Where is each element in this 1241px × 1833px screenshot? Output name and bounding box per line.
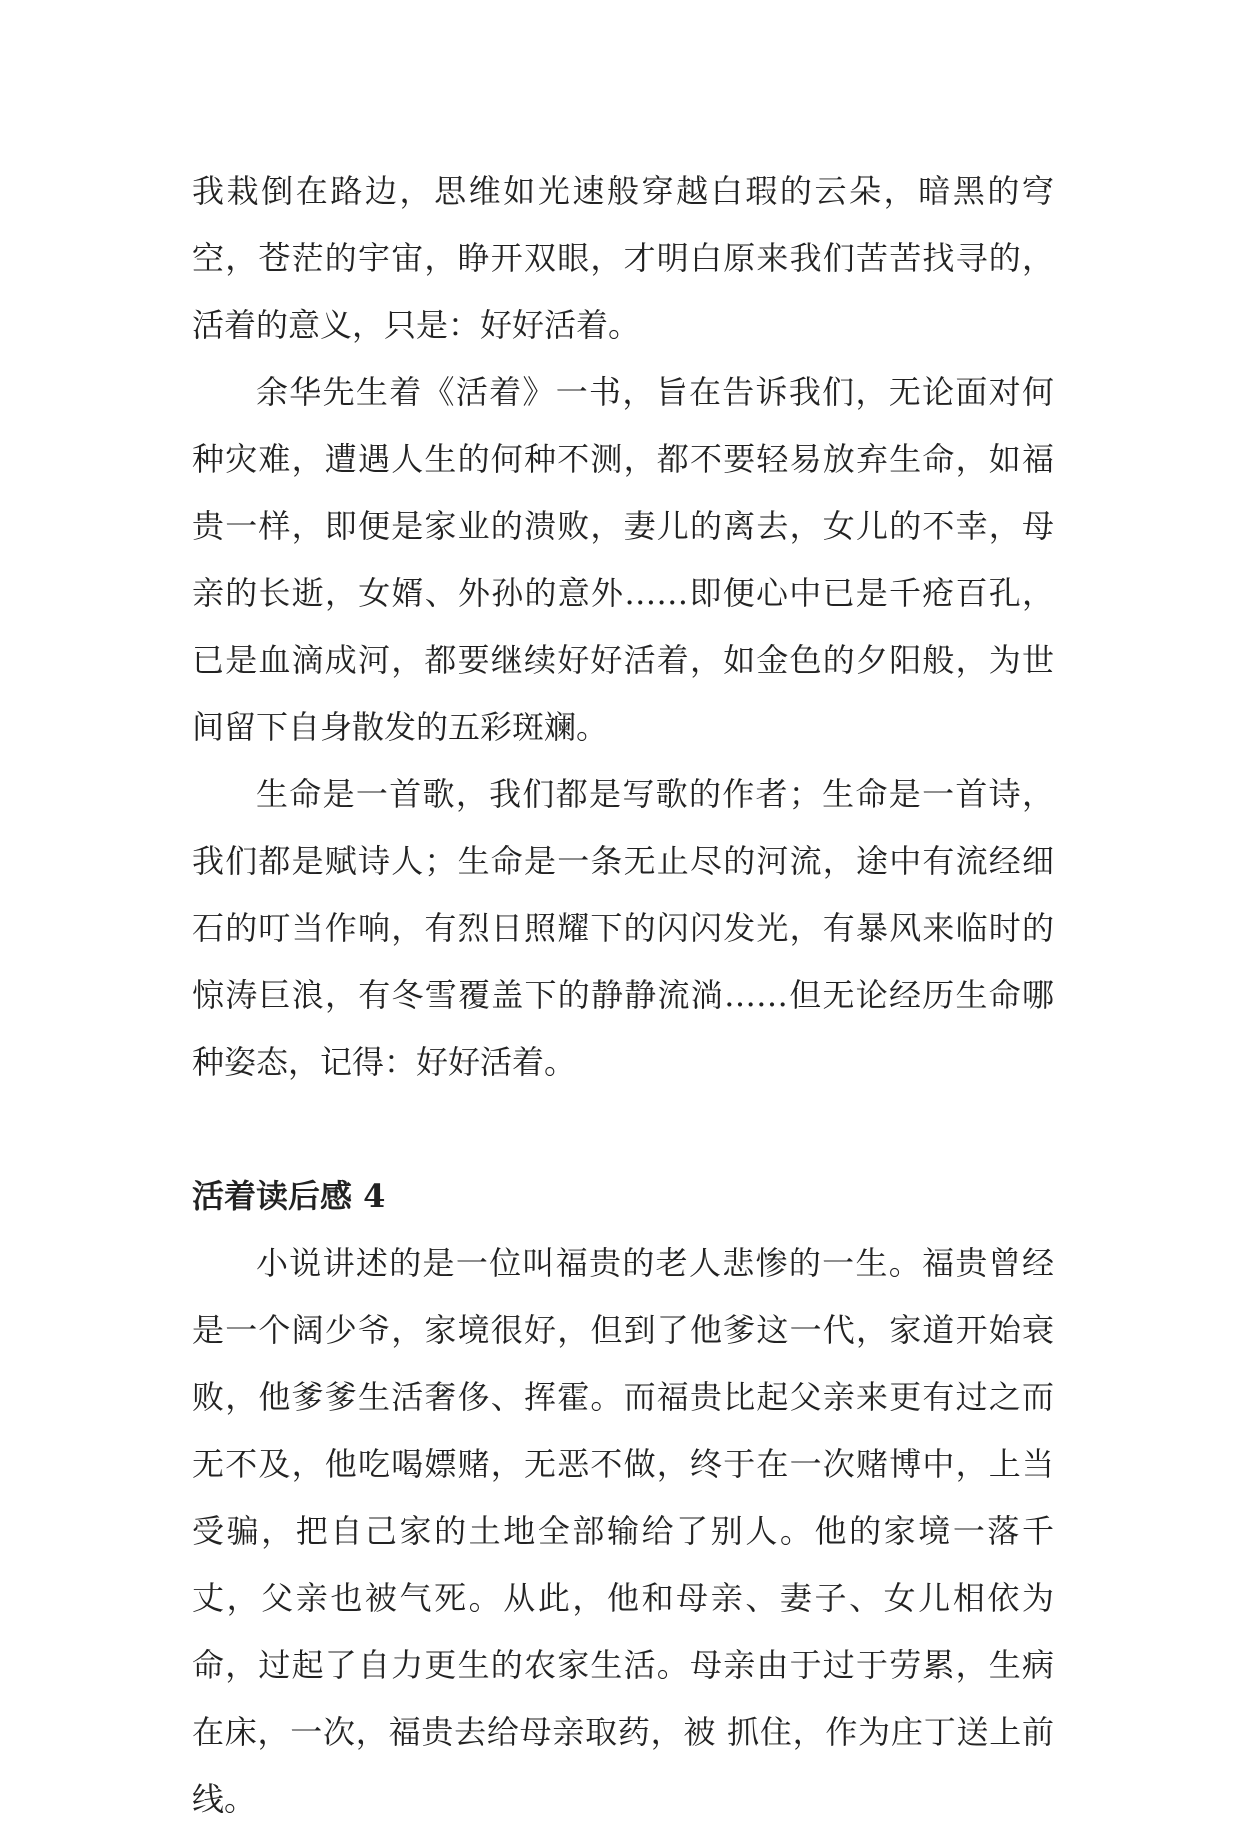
section-title: 活着读后感 4	[192, 1177, 386, 1215]
paragraph-4: 小说讲述的是一位叫福贵的老人悲惨的一生。福贵曾经是一个阔少爷，家境很好，但到了他爹这一代，家道开始衰败，他爹爹生活奢侈、挥霍。而福贵比起父亲来更有过之而无不及，他吃喝嫖赌，无恶不做，终于在一次赌博中，上当受骗，把自己家的土地全部输给了别人。他的家境一落千丈，父亲也被气死。从此，他和母亲、妻子、女儿相依为命，过起了自力更生的农家生活。母亲由于过于劳累，生病在床，一次，福贵去给母亲取药，被 抓住，作为庄丁送上前线。	[192, 1244, 1054, 1818]
paragraph-2: 余华先生着《活着》一书，旨在告诉我们，无论面对何种灾难，遭遇人生的何种不测，都不要轻易放弃生命，如福贵一样，即便是家业的溃败，妻儿的离去，女儿的不幸，母亲的长逝，女婿、外孙的意外……即便心中已是千疮百孔，已是血滴成河，都要继续好好活着，如金色的夕阳般，为世间留下自身散发的五彩斑斓。	[192, 373, 1054, 746]
paragraph-3: 生命是一首歌，我们都是写歌的作者；生命是一首诗，我们都是赋诗人；生命是一条无止尽的河流，途中有流经细石的叮当作响，有烈日照耀下的闪闪发光，有暴风来临时的惊涛巨浪，有冬雪覆盖下的静静流淌……但无论经历生命哪种姿态，记得：好好活着。	[192, 775, 1054, 1081]
paragraph-1: 我栽倒在路边，思维如光速般穿越白瑕的云朵，暗黑的穹空，苍茫的宇宙，睁开双眼，才明白原来我们苦苦找寻的，活着的意义，只是：好好活着。	[192, 172, 1054, 344]
document-body	[192, 158, 1054, 1833]
